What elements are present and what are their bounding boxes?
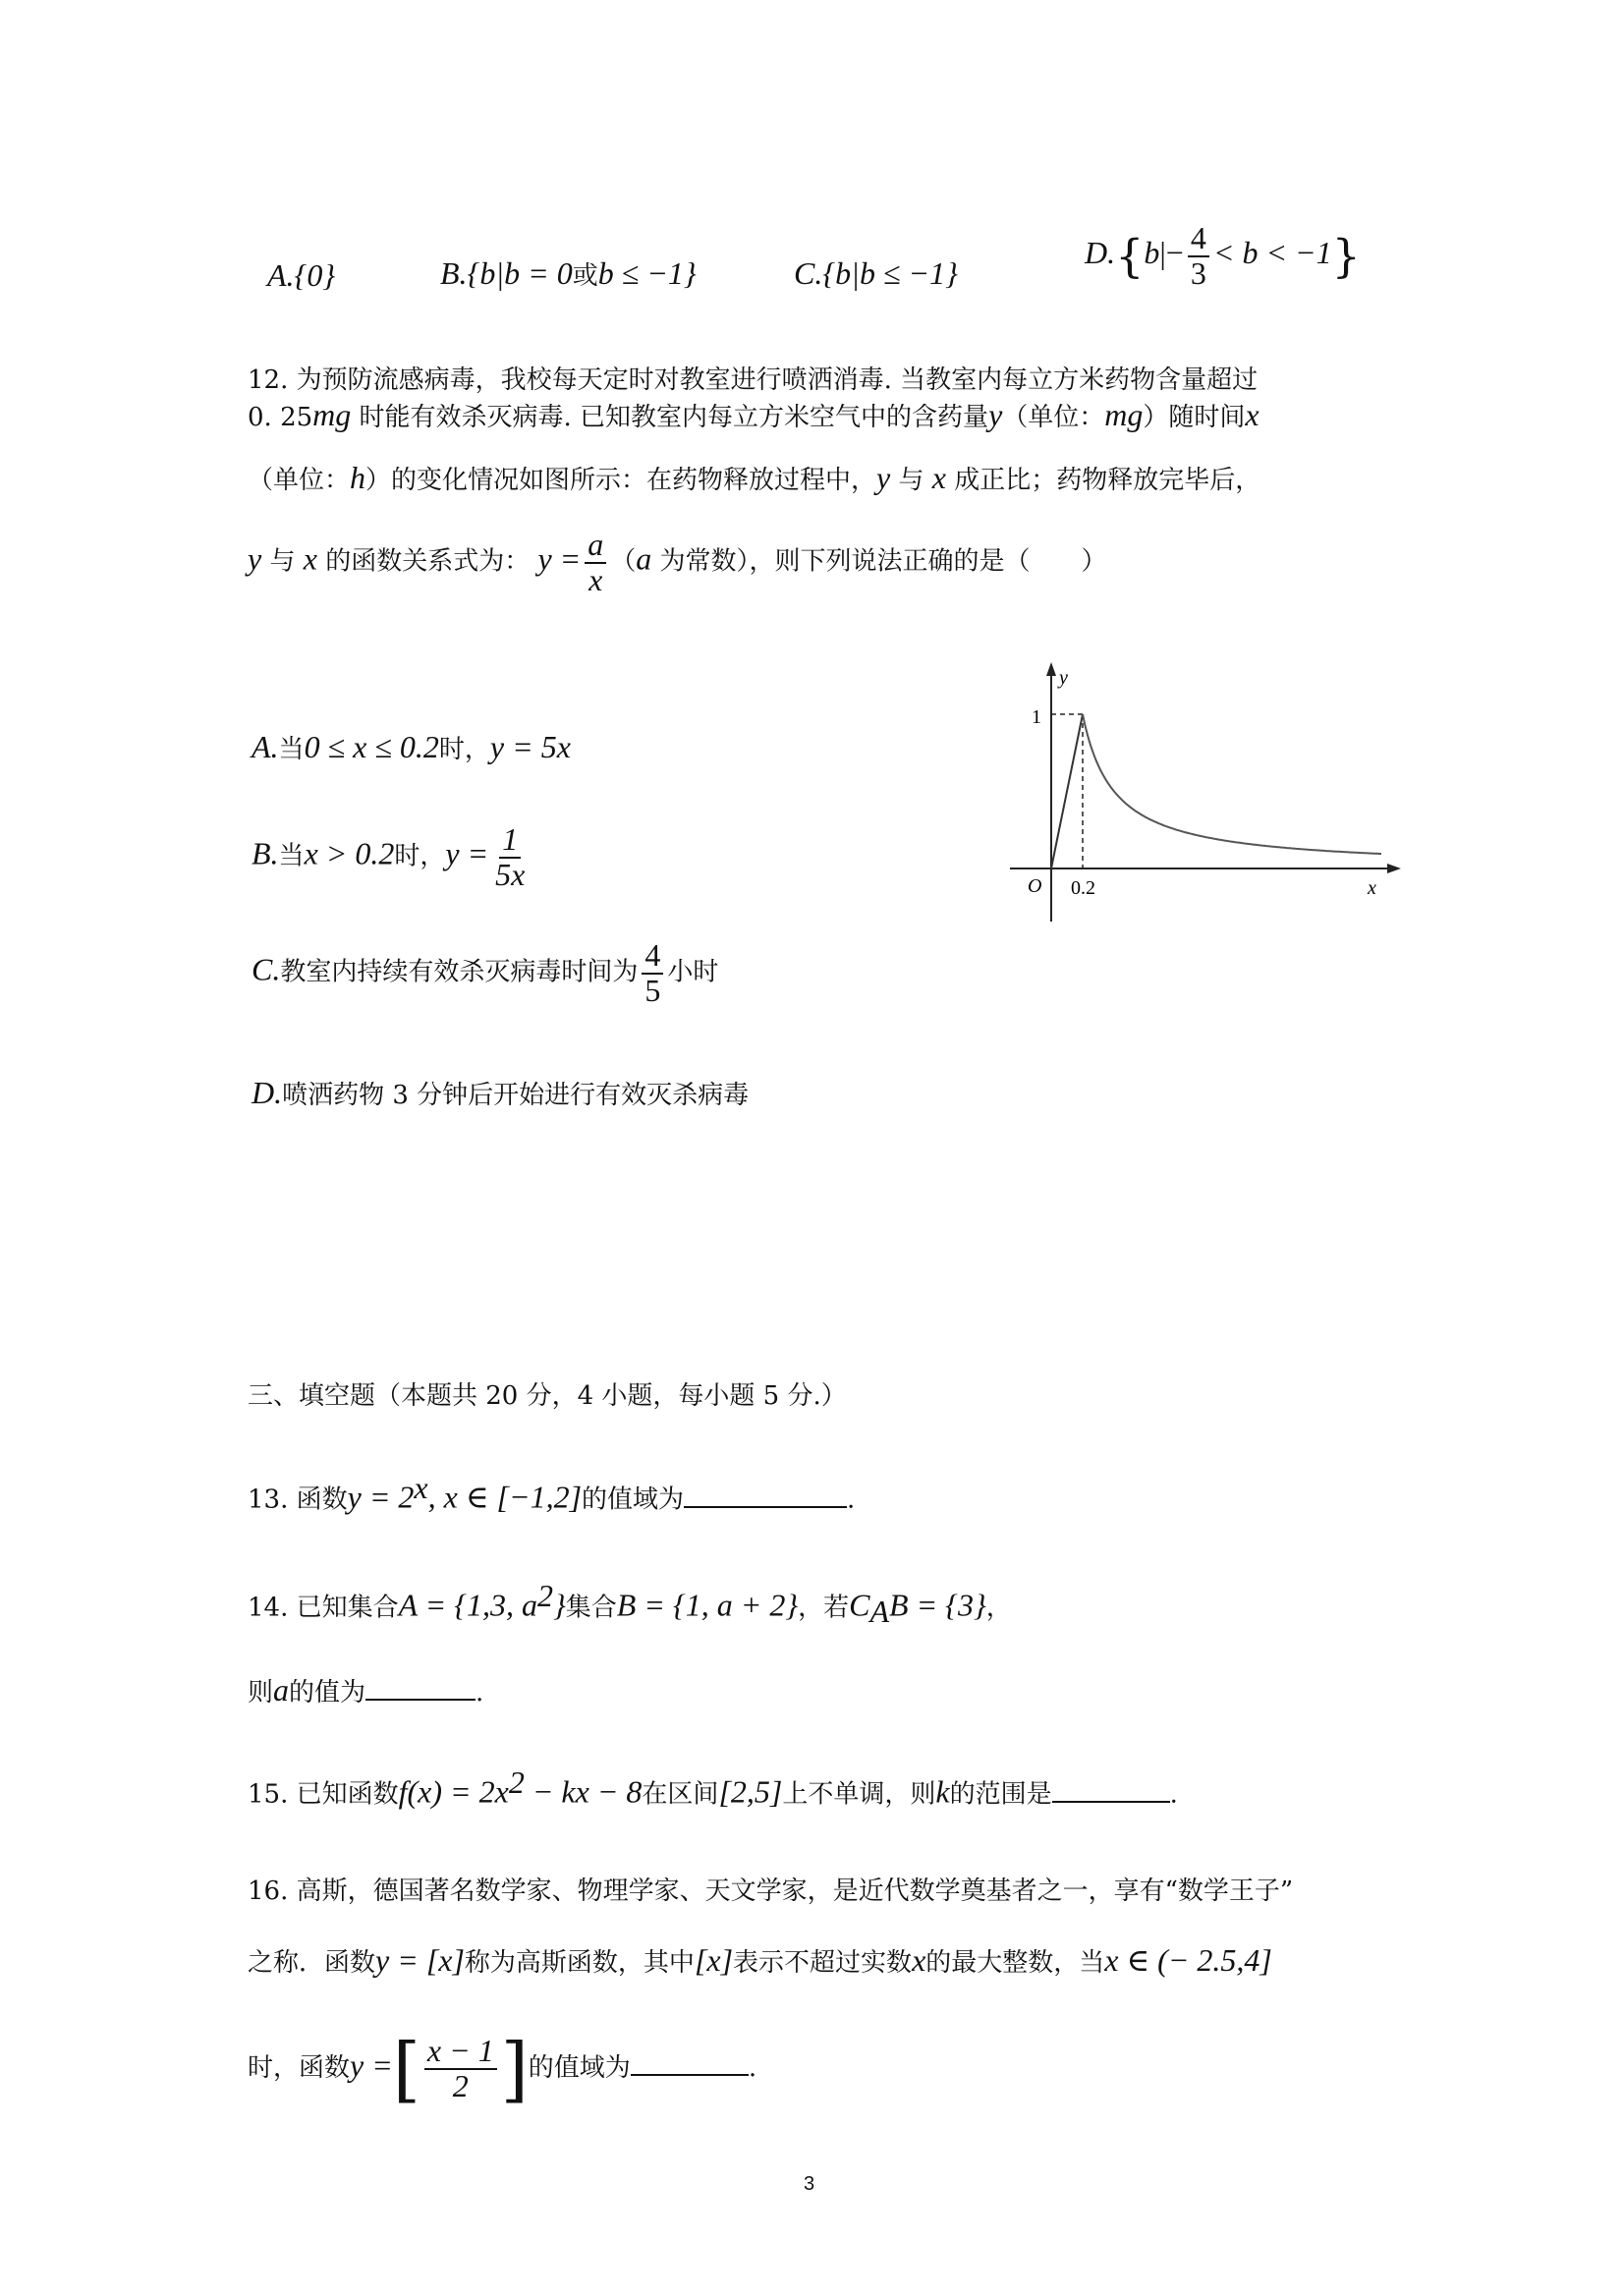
q12-line4: y 与 x 的函数关系式为： y = $\frac{a}{x}$ （a 为常数），则下列说法正确的是（ ） <box>248 527 1107 597</box>
page-number: 3 <box>804 2173 815 2195</box>
origin-label: O <box>1028 875 1042 897</box>
q12-option-d: D.喷洒药物 3 分钟后开始进行有效灭杀病毒 <box>252 1075 750 1110</box>
x-axis-label: x <box>1368 877 1376 899</box>
q11-option-d: D.{b|− $\frac{4}{3}$ < b < −1} <box>1085 220 1361 291</box>
q13: 13. 函数$y = 2^x$, x ∈ [−1,2]的值域为 . <box>248 1470 856 1515</box>
q16-line3: 时，函数y =[ $\frac{x - 1}{2}$ ]的值域为 . <box>248 2028 757 2110</box>
y-axis-label: y <box>1059 667 1068 689</box>
decay-curve <box>1083 714 1381 854</box>
q12-line3: （单位：h）的变化情况如图所示：在药物释放过程中，y 与 x 成正比；药物释放完毕后， <box>248 460 1261 495</box>
q14-line2: 则a的值为 . <box>248 1672 484 1708</box>
q16-line1: 16. 高斯，德国著名数学家、物理学家、天文学家，是近代数学奠基者之一，享有“数学王子” <box>248 1876 1294 1906</box>
q12-option-c: C.教室内持续有效杀灭病毒时间为 $\frac{4}{5}$ 小时 <box>252 937 719 1008</box>
q16-answer-blank[interactable] <box>631 2050 749 2076</box>
q12-line1: 12. 为预防流感病毒，我校每天定时对教室进行喷洒消毒. 当教室内每立方米药物含量超过 <box>248 365 1259 395</box>
release-line <box>1051 714 1083 868</box>
q12-line2: 0. 25mg 时能有效杀灭病毒. 已知教室内每立方米空气中的含药量y（单位：mg）随时间x <box>248 397 1259 432</box>
q16-line2: 之称．函数y = [x]称为高斯函数，其中[x]表示不超过实数x的最大整数，当x ∈ (− 2.5,4] <box>248 1942 1272 1978</box>
q14-answer-blank[interactable] <box>365 1675 476 1701</box>
q14: 14. 已知集合A = {1,3, $a^2$}集合B = {1, a + 2}，若$C_AB = \{3\}$， <box>248 1578 1012 1629</box>
x-tick-label: 0.2 <box>1071 877 1095 899</box>
q11-option-b: B.{b|b = 0或b ≤ −1} <box>440 255 697 291</box>
x-axis-arrow <box>1387 864 1401 873</box>
y-axis-arrow <box>1046 662 1056 676</box>
q12-option-a: A.当0 ≤ x ≤ 0.2时，y = 5x <box>252 729 571 764</box>
q12-option-b: B.当x > 0.2时，y = $\frac{1}{5x}$ <box>252 821 526 892</box>
q15-answer-blank[interactable] <box>1052 1777 1170 1803</box>
q11-option-a: A.{0} <box>267 257 336 293</box>
q13-answer-blank[interactable] <box>684 1483 847 1508</box>
section-heading: 三、填空题（本题共 20 分，4 小题，每小题 5 分.） <box>248 1381 847 1411</box>
q11-option-c: C.{b|b ≤ −1} <box>794 255 958 291</box>
y-tick-label: 1 <box>1032 706 1041 728</box>
q12-graph <box>992 658 1405 924</box>
q15: 15. 已知函数$f(x) = 2x^2$ − kx − 8在区间[2,5]上不单调，则k的范围是 . <box>248 1764 1178 1810</box>
